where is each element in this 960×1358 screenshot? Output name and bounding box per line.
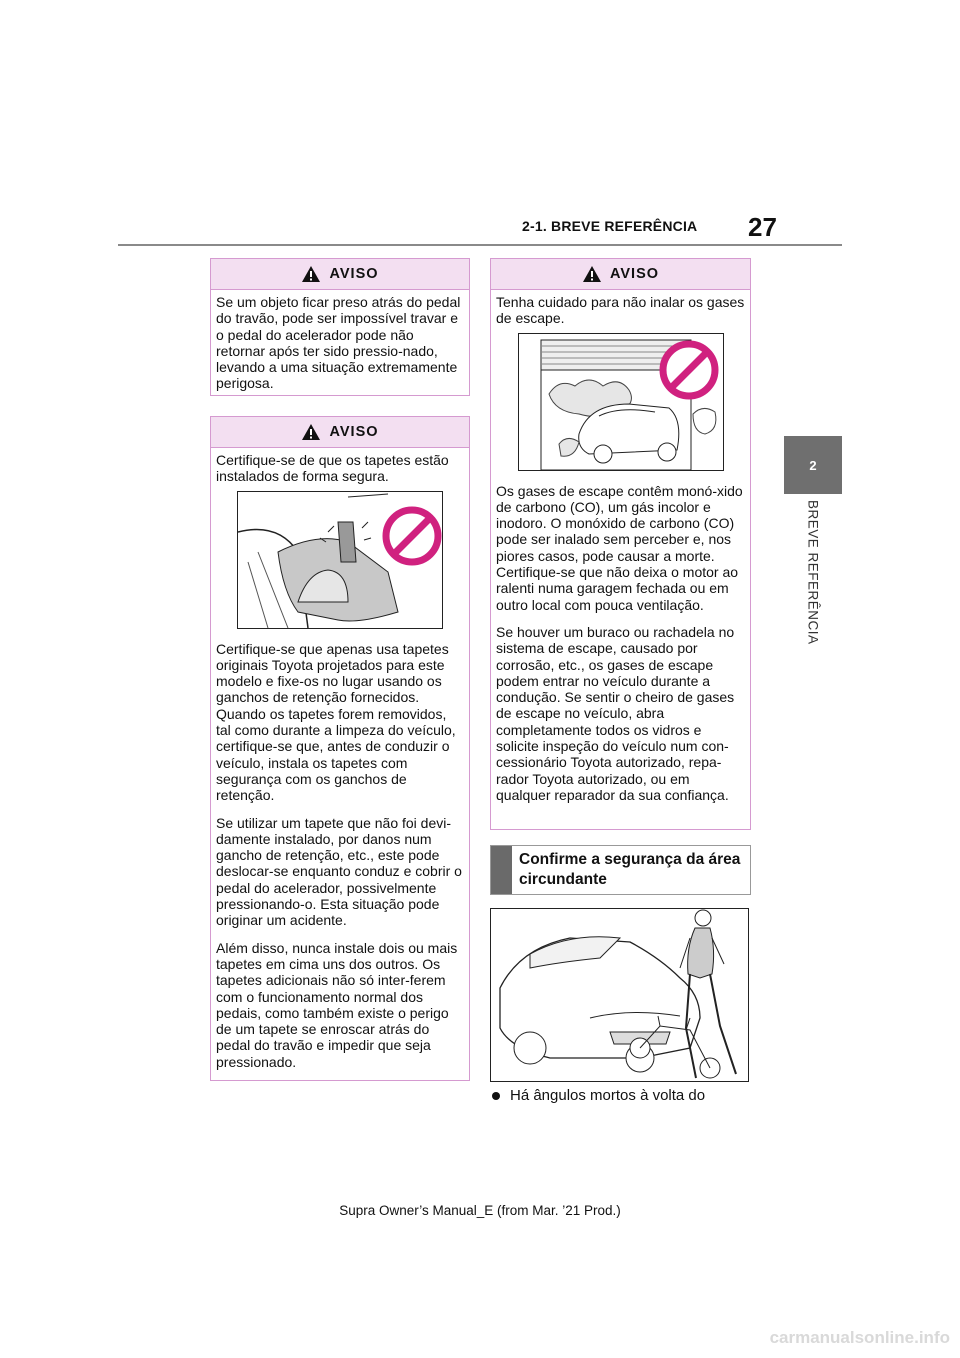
warning-triangle-icon [301,423,321,441]
bullet-item [492,1087,705,1104]
section-title: 2-1. BREVE REFERÊNCIA [522,218,698,234]
bullet-icon [492,1092,500,1100]
warning-paragraph: Se houver um buraco ou rachadela no sistema de escape, causado por corrosão, etc., os gases de escape podem entrar no veículo durante a condução. Se sentir o cheiro de gases de escape no veículo, abra completamente todos os vidros e solicite inspeção do veículo num con-cessionário Toyota autorizado, repa-rador Toyota autorizado, ou em qualquer reparador da sua confiança. [496,623,735,803]
warning-paragraph: Os gases de escape contêm monó-xido de carbono (CO), um gás incolor e inodoro. O monóxido de carbono (CO) pode ser inalado sem perceber e, nos piores casos, pode causar a morte. Certifique-se que não deixa o motor ao ralenti numa garagem fechada ou em outro local com pouca ventilação. [496,482,743,613]
warning-title: AVISO [329,424,379,440]
chapter-side-label [775,500,851,680]
warning-box-brake-pedal [210,258,470,396]
bullet-text: Há ângulos mortos à volta do [510,1087,706,1104]
subsection-heading-bar [491,846,512,894]
chapter-tab-number: 2 [809,457,817,473]
subsection-heading-box [490,845,751,895]
warning-paragraph: Se um objeto ficar preso atrás do pedal do travão, pode ser impossível travar e o pedal do acelerador pode não retornar após ter sido pressio-nado, levando a uma situação extremamente perigosa. [216,294,461,392]
warning-paragraph: Se utilizar um tapete que não foi devi-damente instalado, por danos num gancho de retenção, etc., este pode deslocar-se enquanto conduz e cobrir o pedal do acelerador, possivelmente pressionando-o. Esta situação pode originar um acidente. [216,814,462,929]
warning-title: AVISO [329,266,379,282]
watermark: carmanualsonline.info [769,1328,950,1347]
garage-exhaust-illustration [518,333,724,471]
warning-paragraph: Além disso, nunca instale dois ou mais tapetes em cima uns dos outros. Os tapetes adicionais não só inter-ferem com o funcionamento normal dos pedais, como também existe o perigo de um tapete se enroscar atrás do pedal do travão e impedir que seja pressionado. [216,939,458,1070]
warning-header [211,417,469,448]
chapter-side-label-text: BREVE REFERÊNCIA [805,500,821,645]
warning-header [491,259,750,290]
warning-intro: Certifique-se de que os tapetes estão instalados de forma segura. [216,452,449,485]
footer: Supra Owner’s Manual_E (from Mar. ’21 Prod.) [339,1203,621,1218]
warning-triangle-icon [301,265,321,283]
warning-title: AVISO [609,266,660,282]
warning-box-exhaust [490,258,751,830]
warning-triangle-icon [582,265,602,283]
warning-header [211,259,469,290]
warning-intro: Tenha cuidado para não inalar os gases de escape. [496,294,745,327]
blind-spot-illustration [490,908,749,1082]
chapter-tab [784,436,842,494]
warning-box-floor-mats [210,416,470,1081]
floor-mat-pedal-illustration [237,491,443,629]
warning-paragraph: Certifique-se que apenas usa tapetes originais Toyota projetados para este modelo e fixe-os no lugar usando os ganchos de retenção fornecidos. Quando os tapetes forem removidos, tal como durante a limpeza do veículo, certifique-se que, antes de conduzir o veículo, instala os tapetes com segurança com os ganchos de retenção. [216,640,456,804]
header-rule [118,244,842,246]
subsection-heading: Confirme a segurança da área circundante [519,851,741,888]
page-number: 27 [748,212,777,242]
